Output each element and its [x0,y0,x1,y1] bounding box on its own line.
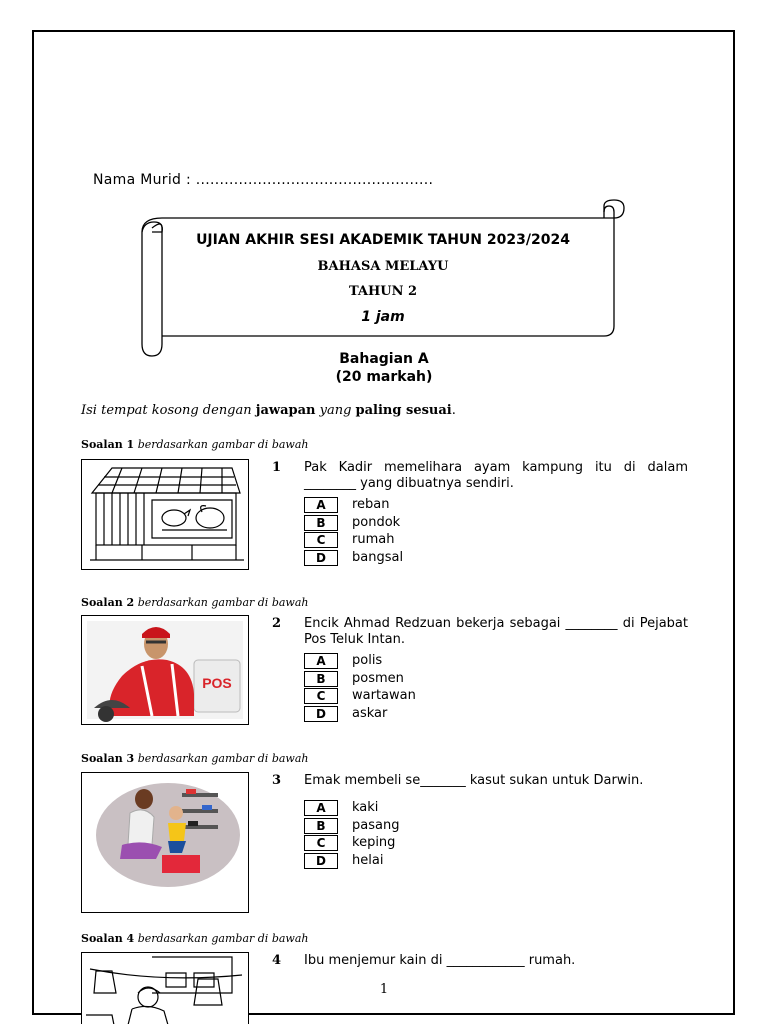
section-marks: (20 markah) [335,369,433,385]
exam-title: UJIAN AKHIR SESI AKADEMIK TAHUN 2023/2024 [196,232,570,248]
question-heading [81,596,308,609]
question-text: Emak membeli se_______ kasut sukan untuk Darwin. [304,773,644,788]
shoe-shopping-image [81,772,249,913]
option-text: posmen [352,670,404,686]
option-letter-box: D [304,706,338,722]
instruction-part: Isi tempat kosong dengan [81,403,256,418]
option-letter-box: B [304,671,338,687]
question-heading-note: berdasarkan gambar di bawah [134,596,309,609]
question-heading-label: Soalan 4 [81,932,135,945]
question-heading-note: berdasarkan gambar di bawah [134,438,309,451]
option-letter-box: A [304,800,338,816]
option-text: pasang [352,817,400,833]
question-heading [81,438,308,451]
page-number: 1 [379,982,389,997]
mother-buying-shoes-icon [82,773,248,912]
pos-logo-text: POS [202,675,232,691]
grade-title: TAHUN 2 [348,284,418,299]
chicken-coop-icon [82,460,248,569]
option-text: helai [352,852,384,868]
question-heading-note: berdasarkan gambar di bawah [134,932,309,945]
question-heading-label: Soalan 2 [81,596,135,609]
question-text: Encik Ahmad Redzuan bekerja sebagai ________ di Pejabat Pos Teluk Intan. [304,616,688,647]
question-number: 3 [272,773,282,788]
option-letter-box: C [304,688,338,704]
question-text: Ibu menjemur kain di ____________ rumah. [304,953,576,968]
question-heading [81,932,308,945]
question-text: Pak Kadir memelihara ayam kampung itu di dalam ________ yang dibuatnya sendiri. [304,460,688,491]
option-letter-box: C [304,532,338,548]
option-letter-box: B [304,515,338,531]
question-heading-label: Soalan 3 [81,752,135,765]
option-text: pondok [352,514,401,530]
option-letter-box: D [304,550,338,566]
option-text: wartawan [352,688,416,703]
option-letter-box: D [304,853,338,869]
option-letter-box: A [304,653,338,669]
option-text: kaki [352,800,379,815]
subject-title: BAHASA MELAYU [317,259,449,274]
postman-motorcycle-icon [82,616,248,724]
duration-label: 1 jam [361,309,405,325]
instruction-part: . [451,403,456,418]
question-number: 2 [272,616,282,631]
question-number: 4 [272,953,282,968]
option-text: keping [352,835,396,850]
postman-image [81,615,249,725]
option-text: rumah [352,532,395,547]
option-text: askar [352,705,388,721]
instruction-part: yang [315,403,356,418]
option-text: bangsal [352,549,404,565]
question-heading-note: berdasarkan gambar di bawah [134,752,309,765]
option-text: reban [352,497,390,512]
question-heading-label: Soalan 1 [81,438,135,451]
instruction-text [81,403,456,418]
instruction-bold: paling sesuai [355,403,452,418]
question-number: 1 [272,460,282,475]
instruction-bold: jawapan [255,403,316,418]
chicken-coop-image [81,459,249,570]
question-heading [81,752,308,765]
option-letter-box: B [304,818,338,834]
student-name-field: Nama Murid : .................................................. [93,172,434,188]
scroll-outline-icon [140,198,626,358]
title-scroll-banner [140,198,626,358]
option-text: polis [352,653,383,668]
option-letter-box: A [304,497,338,513]
option-letter-box: C [304,835,338,851]
section-title: Bahagian A [339,351,429,367]
